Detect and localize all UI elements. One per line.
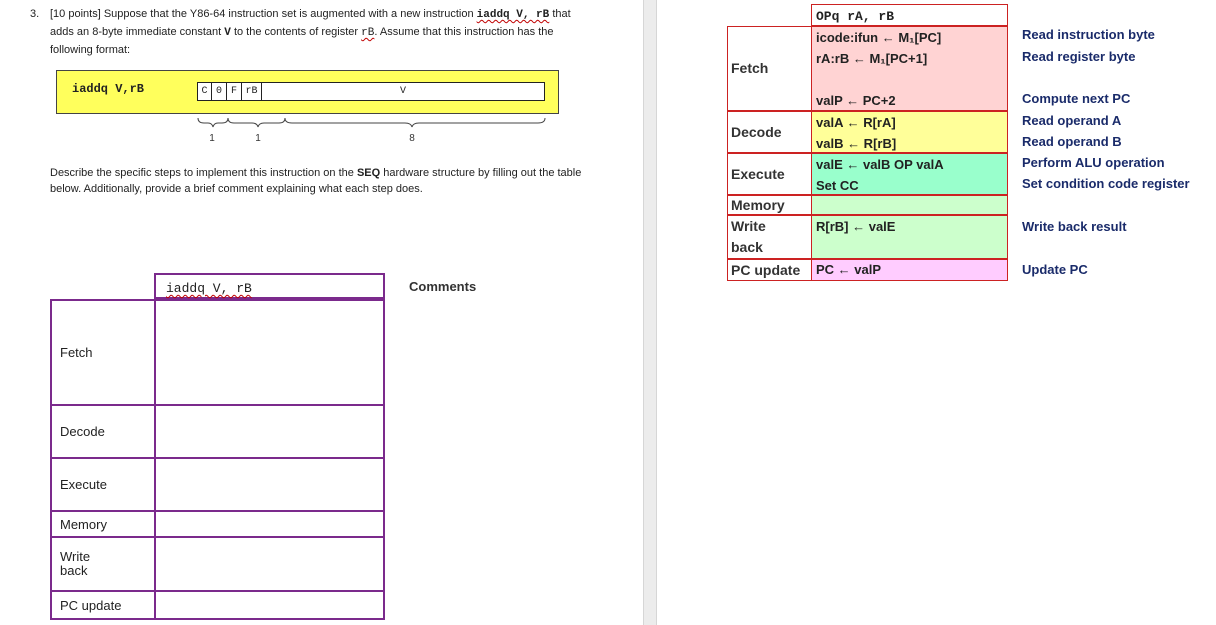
ref-pcupdate-line-1: PC ← valP bbox=[816, 262, 882, 277]
ref-execute-line-2: Set CC bbox=[816, 178, 859, 193]
answer-row-writeback bbox=[50, 536, 385, 592]
format-field-ifun: 0 bbox=[212, 83, 227, 100]
ref-writeback-label-b: back bbox=[731, 239, 763, 255]
ref-comment-update-pc: Update PC bbox=[1022, 262, 1088, 277]
brace-3 bbox=[285, 118, 545, 127]
ref-execute-line-1: valE ← valB OP valA bbox=[816, 157, 944, 172]
answer-label-writeback-text: Write back bbox=[60, 549, 91, 578]
answer-comments-header: Comments bbox=[409, 279, 477, 294]
ref-pcupdate-label-text: PC update bbox=[731, 262, 801, 278]
answer-label-decode: Decode bbox=[52, 406, 156, 457]
answer-row-memory bbox=[50, 510, 385, 538]
format-field-rB: rB bbox=[242, 83, 262, 100]
answer-cell-writeback[interactable] bbox=[156, 538, 383, 590]
ref-writeback-label-a: Write bbox=[731, 218, 766, 234]
ref-fetch-line-1: icode:ifun ← M₁[PC] bbox=[816, 30, 942, 45]
ref-decode-label-text: Decode bbox=[731, 124, 782, 140]
ref-header-text: OPq rA, rB bbox=[816, 9, 895, 24]
ref-comment-operand-b: Read operand B bbox=[1022, 134, 1122, 149]
description-part-a: Describe the specific steps to implement this instruction on the bbox=[50, 167, 354, 179]
question-mid: that adds an 8-byte immediate constant bbox=[50, 8, 571, 38]
answer-cell-decode[interactable] bbox=[156, 406, 383, 457]
ref-execute-label-text: Execute bbox=[731, 166, 785, 182]
byte-size-2: 1 bbox=[255, 133, 261, 144]
ref-fetch-label-text: Fetch bbox=[731, 60, 769, 76]
brace-1 bbox=[198, 118, 228, 127]
question-intro: Suppose that the Y86-64 instruction set is augmented with a new instruction bbox=[103, 8, 474, 20]
ref-decode-label bbox=[727, 111, 811, 153]
ref-writeback-line-1: R[rB] ← valE bbox=[816, 219, 896, 234]
question-mid2: to the contents of register bbox=[233, 26, 359, 38]
ref-decode-line-2: valB ← R[rB] bbox=[816, 136, 897, 151]
answer-label-writeback bbox=[52, 538, 156, 590]
question-number: 3. bbox=[30, 8, 40, 20]
ref-header bbox=[811, 4, 1008, 26]
answer-row-pcupdate bbox=[50, 590, 385, 620]
ref-comment-write-back: Write back result bbox=[1022, 219, 1127, 234]
ref-writeback-label bbox=[727, 215, 811, 259]
ref-comment-alu: Perform ALU operation bbox=[1022, 155, 1165, 170]
question-reg: rB bbox=[361, 27, 375, 39]
answer-cell-fetch[interactable] bbox=[156, 301, 383, 404]
description-part-b: hardware structure by filling out the table below. Additionally, provide a brief comment explaining what each step does. bbox=[50, 167, 582, 195]
answer-cell-memory[interactable] bbox=[156, 512, 383, 536]
answer-label-memory: Memory bbox=[52, 512, 156, 536]
byte-size-3: 8 bbox=[409, 133, 415, 144]
ref-decode-cell bbox=[811, 111, 1008, 153]
ref-writeback-cell bbox=[811, 215, 1008, 259]
question-description bbox=[50, 165, 590, 197]
answer-label-execute: Execute bbox=[52, 459, 156, 510]
ref-execute-label bbox=[727, 153, 811, 195]
ref-fetch-line-4: valP ← PC+2 bbox=[816, 93, 896, 108]
answer-row-decode bbox=[50, 404, 385, 459]
question-points: [10 points] bbox=[50, 8, 101, 20]
byte-size-1: 1 bbox=[209, 133, 215, 144]
brace-2 bbox=[228, 118, 285, 127]
description-seq: SEQ bbox=[356, 167, 381, 179]
question-text bbox=[30, 6, 596, 59]
ref-memory-label bbox=[727, 195, 811, 215]
ref-fetch-cell bbox=[811, 26, 1008, 111]
ref-pcupdate-label bbox=[727, 259, 811, 281]
ref-fetch-line-3 bbox=[816, 69, 1007, 90]
page-divider bbox=[643, 0, 657, 625]
ref-comment-operand-a: Read operand A bbox=[1022, 113, 1122, 128]
answer-row-fetch bbox=[50, 299, 385, 406]
answer-header bbox=[166, 280, 252, 296]
answer-row-execute bbox=[50, 457, 385, 512]
format-field-icode: C bbox=[198, 83, 212, 100]
ref-decode-line-1: valA ← R[rA] bbox=[816, 115, 896, 130]
answer-cell-execute[interactable] bbox=[156, 459, 383, 510]
answer-label-fetch: Fetch bbox=[52, 301, 156, 404]
answer-cell-pcupdate[interactable] bbox=[156, 592, 383, 618]
format-field-V: V bbox=[399, 86, 406, 97]
answer-label-pcupdate: PC update bbox=[52, 592, 156, 618]
ref-execute-cell bbox=[811, 153, 1008, 195]
question-instr-code: iaddq V, rB bbox=[476, 9, 550, 21]
ref-comment-read-register: Read register byte bbox=[1022, 49, 1136, 64]
ref-memory-cell bbox=[811, 195, 1008, 215]
ref-comment-set-cc: Set condition code register bbox=[1022, 176, 1190, 191]
ref-fetch-label bbox=[727, 26, 811, 111]
ref-pcupdate-cell bbox=[811, 259, 1008, 281]
byte-size-braces bbox=[195, 114, 555, 150]
ref-comment-read-instruction: Read instruction byte bbox=[1022, 27, 1155, 42]
ref-comment-next-pc: Compute next PC bbox=[1022, 91, 1131, 106]
format-field-rA: F bbox=[227, 83, 242, 100]
ref-memory-label-text: Memory bbox=[731, 197, 785, 213]
question-tail: . Assume that this instruction has the following format: bbox=[50, 26, 554, 56]
instruction-format-fields bbox=[197, 82, 545, 101]
instruction-format-name: iaddq V,rB bbox=[72, 82, 145, 96]
answer-header-text: iaddq V, rB bbox=[166, 281, 252, 296]
question-const: V bbox=[224, 27, 231, 39]
ref-fetch-line-2: rA:rB ← M₁[PC+1] bbox=[816, 51, 928, 66]
